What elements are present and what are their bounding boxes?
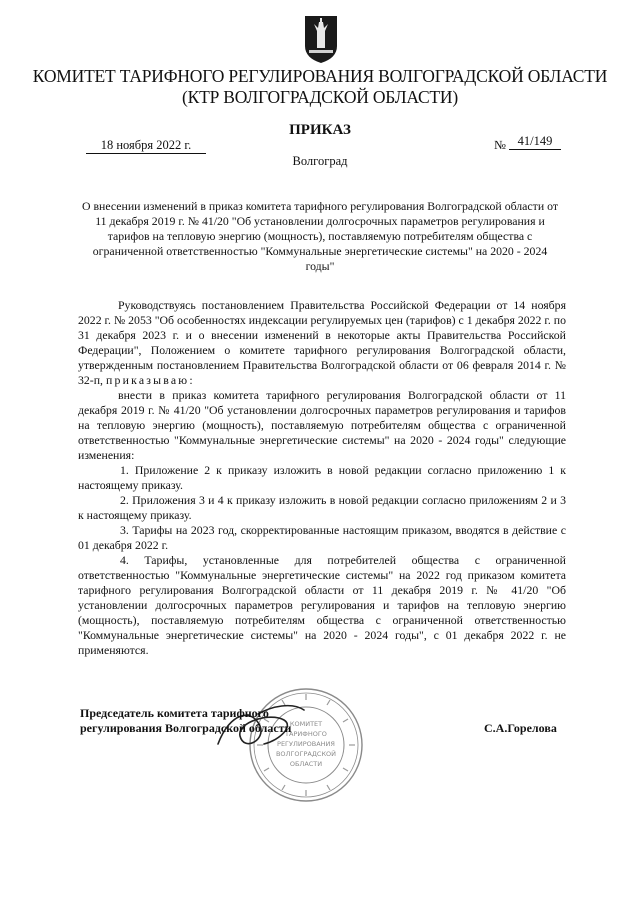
- signatory-name: С.А.Горелова: [484, 721, 557, 735]
- document-number: 41/149: [509, 134, 561, 150]
- seal-line: ВОЛГОГРАДСКОЙ: [275, 750, 337, 758]
- organization-name: КОМИТЕТ ТАРИФНОГО РЕГУЛИРОВАНИЯ ВОЛГОГРАДСКОЙ ОБЛАСТИ: [32, 66, 608, 86]
- intro-paragraph: внести в приказ комитета тарифного регулирования Волгоградской области от 11 декабря 2019 г. № 41/20 "Об установлении долгосрочных параметров регулирования и тарифов на тепловую энергию (мощность), поставляемую потребителям общества с ограниченной ответственностью "Коммунальные энергетические системы" на 2020 - 2024 годы" следующие изменения:: [78, 388, 566, 462]
- signatory-title-line: Председатель комитета тарифного: [80, 706, 269, 720]
- document-subject: О внесении изменений в приказ комитета тарифного регулирования Волгоградской области от 11 декабря 2019 г. № 41/20 "Об установлении долгосрочных параметров регулирования и тарифов на тепловую энергию (мощность), поставляемую потребителям общества с ограниченной ответственностью "Коммунальные энергетические системы" на 2020 - 2024 годы": [82, 199, 558, 273]
- organization-short-name: (КТР ВОЛГОГРАДСКОЙ ОБЛАСТИ): [182, 87, 458, 107]
- list-item: 3. Тарифы на 2023 год, скорректированные настоящим приказом, вводятся в действие с 01 декабря 2022 г.: [78, 523, 566, 552]
- preamble-paragraph: [78, 298, 566, 388]
- document-date: 18 ноября 2022 г.: [86, 138, 206, 154]
- signatory-title-line: регулирования Волгоградской области: [80, 721, 292, 735]
- document-city: Волгоград: [292, 154, 348, 168]
- list-item: 2. Приложения 3 и 4 к приказу изложить в новой редакции согласно приложениям 2 и 3 к настоящему приказу.: [78, 493, 566, 522]
- document-type: ПРИКАЗ: [289, 122, 351, 138]
- document-number-label: №: [494, 138, 506, 152]
- seal-line: КОМИТЕТ: [289, 720, 323, 728]
- list-item: 1. Приложение 2 к приказу изложить в новой редакции согласно приложению 1 к настоящему приказу.: [78, 463, 566, 492]
- seal-line: ТАРИФНОГО: [285, 730, 327, 738]
- signatory-title: [80, 706, 291, 736]
- document-body: [78, 298, 566, 658]
- preamble-text: Руководствуясь постановлением Правительства Российской Федерации от 14 ноября 2022 г. № 2053 "Об особенностях индексации регулируемых цен (тарифов) с 1 декабря 2022 г. по 31 декабря 2023 г. и о внесении изменений в некоторые акты Правительства Российской Федерации", Положением о комитете тарифного регулирования Волгоградской области, утвержденным постановлением Правительства Волгоградской области от 06 февраля 2014 г. № 32-п,: [78, 298, 567, 387]
- seal-line: ОБЛАСТИ: [289, 760, 323, 768]
- coat-of-arms-icon: [303, 14, 339, 64]
- order-word: приказываю:: [105, 373, 195, 387]
- organization-header: [0, 66, 640, 108]
- list-item: 4. Тарифы, установленные для потребителей общества с ограниченной ответственностью "Коммунальные энергетические системы" на 2022 год приказом комитета тарифного регулирования Волгоградской области от 11 декабря 2019 г. № 41/20 "Об установлении долгосрочных параметров регулирования и тарифов на тепловую энергию (мощность), поставляемую потребителям общества с ограниченной ответственностью "Коммунальные энергетические системы" на 2020 - 2024 годы", с 01 декабря 2022 г. не применяются.: [78, 553, 566, 657]
- seal-line: РЕГУЛИРОВАНИЯ: [277, 740, 335, 748]
